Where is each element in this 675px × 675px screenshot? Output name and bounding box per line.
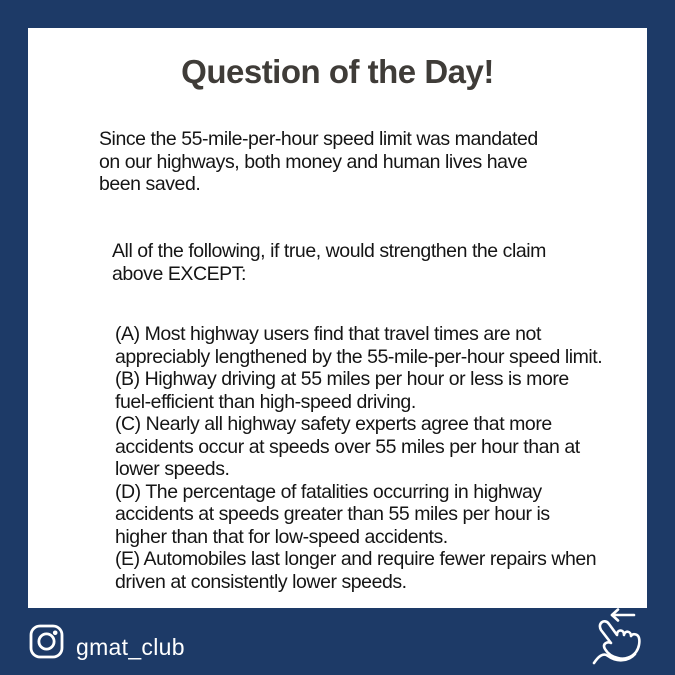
- text-line: (D) The percentage of fatalities occurring in highway: [115, 480, 542, 503]
- text-line: lower speeds.: [115, 458, 230, 480]
- question-stem: [112, 240, 546, 285]
- page-title: Question of the Day!: [181, 53, 494, 90]
- swipe-left-hint: [582, 605, 656, 671]
- text-line: All of the following, if true, would strengthen the claim: [112, 240, 546, 262]
- text-line: fuel-efficient than high-speed driving.: [115, 390, 416, 413]
- text-line: accidents occur at speeds over 55 miles per hour than at: [115, 435, 580, 458]
- instagram-icon: [28, 623, 65, 660]
- text-line: (B) Highway driving at 55 miles per hour or less is more: [115, 368, 569, 390]
- text-line: driven at consistently lower speeds.: [115, 570, 407, 593]
- text-line: accidents at speeds greater than 55 miles per hour is: [115, 503, 550, 525]
- left-arrow-icon: [612, 610, 634, 621]
- text-line: above EXCEPT:: [112, 262, 246, 285]
- text-line: Since the 55-mile-per-hour speed limit was mandated: [99, 128, 538, 150]
- question-prompt: [99, 128, 538, 196]
- text-line: higher than that for low-speed accidents.: [115, 525, 448, 548]
- text-line: (C) Nearly all highway safety experts agree that more: [115, 413, 552, 435]
- question-card: [28, 28, 647, 608]
- answer-options: [115, 323, 602, 593]
- text-line: (E) Automobiles last longer and require fewer repairs when: [115, 548, 597, 570]
- account-handle: gmat_club: [76, 634, 185, 660]
- text-line: been saved.: [99, 173, 201, 195]
- text-line: appreciably lengthened by the 55-mile-per-hour speed limit.: [115, 345, 603, 368]
- text-line: (A) Most highway users find that travel times are not: [115, 323, 541, 345]
- text-line: on our highways, both money and human lives have: [99, 150, 528, 173]
- pointing-hand-icon: [594, 621, 639, 663]
